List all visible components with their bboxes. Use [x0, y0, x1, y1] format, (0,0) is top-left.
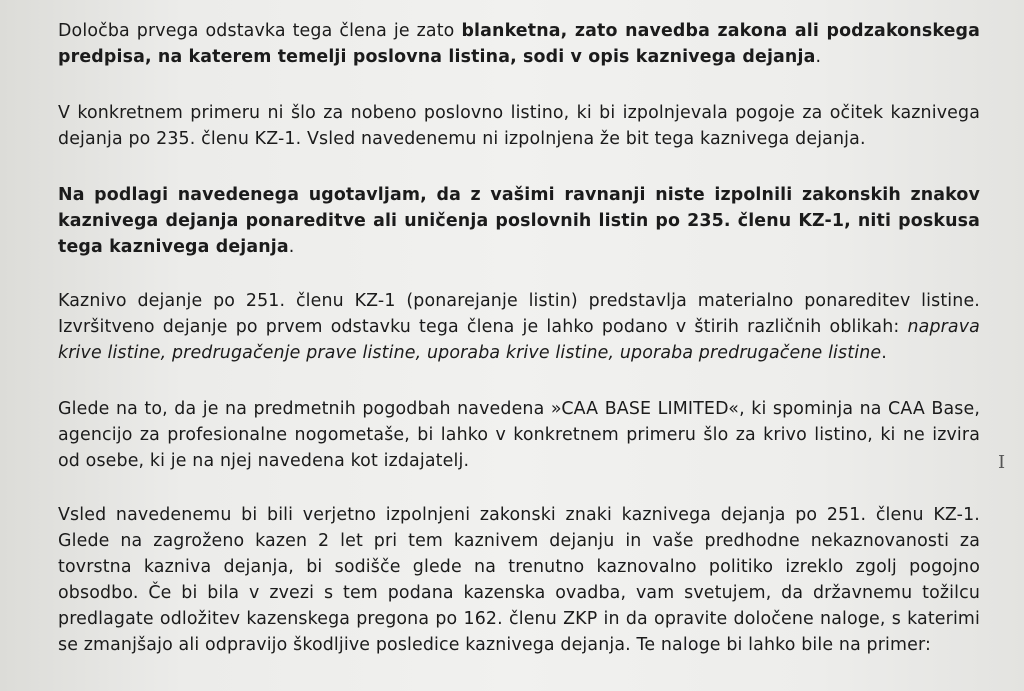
paragraph-5	[58, 396, 980, 474]
paragraph-4-text: Kaznivo dejanje po 251. členu KZ-1 (ponarejanje listin) predstavlja materialno ponareditev listine. Izvršitveno dejanje po prvem odstavku tega člena je lahko podano v štirih različnih oblikah:	[58, 291, 980, 337]
paragraph-1-text: Določba prvega odstavka tega člena je zato	[58, 21, 462, 41]
paragraph-2	[58, 100, 980, 152]
paragraph-6-text: Vsled navedenemu bi bili verjetno izpolnjeni zakonski znaki kaznivega dejanja po 251. členu KZ-1. Glede na zagroženo kazen 2 let pri tem kaznivem dejanju in vaše predhodne nekaznovanosti za tovrstna kazniva dejanja, bi sodišče glede na trenutno kaznovalno politiko izreklo zgolj pogojno obsodbo. Če bi bila v zvezi s tem podana kazenska ovadba, vam svetujem, da državnemu tožilcu predlagate odložitev kazenskega pregona po 162. členu ZKP in da opravite določene naloge, s katerimi se zmanjšajo ali odpravijo škodljive posledice kaznivega dejanja. Te naloge bi lahko bile na primer:	[58, 505, 980, 655]
paragraph-5-text: Glede na to, da je na predmetnih pogodbah navedena »CAA BASE LIMITED«, ki spominja na CAA Base, agencijo za profesionalne nogometaše, bi lahko v konkretnem primeru šlo za krivo listino, ki ne izvira od osebe, ki je na njej navedena kot izdajatelj.	[58, 399, 980, 471]
text-cursor-icon: I	[998, 452, 1006, 473]
paragraph-1-end: .	[815, 47, 822, 67]
paragraph-1	[58, 18, 980, 70]
paragraph-1-bold: blanketna, zato navedba zakona ali podzakonskega predpisa, na katerem temelji poslovna listina, sodi v opis kaznivega dejanja	[58, 21, 980, 67]
paragraph-2-text: V konkretnem primeru ni šlo za nobeno poslovno listino, ki bi izpolnjevala pogoje za očitek kaznivega dejanja po 235. členu KZ-1. Vsled navedenemu ni izpolnjena že bit tega kaznivega dejanja.	[58, 103, 980, 149]
paragraph-4	[58, 288, 980, 366]
paragraph-3	[58, 182, 980, 260]
paragraph-4-end: .	[881, 343, 887, 363]
paragraph-6	[58, 502, 980, 658]
paragraph-4-italic: naprava krive listine, predrugačenje prave listine, uporaba krive listine, uporaba predrugačene listine	[58, 317, 980, 363]
paragraph-3-bold: Na podlagi navedenega ugotavljam, da z vašimi ravnanji niste izpolnili zakonskih znakov kaznivega dejanja ponareditve ali uničenja poslovnih listin po 235. členu KZ-1, niti poskusa tega kaznivega dejanja	[58, 185, 980, 257]
paragraph-3-end: .	[288, 237, 295, 257]
